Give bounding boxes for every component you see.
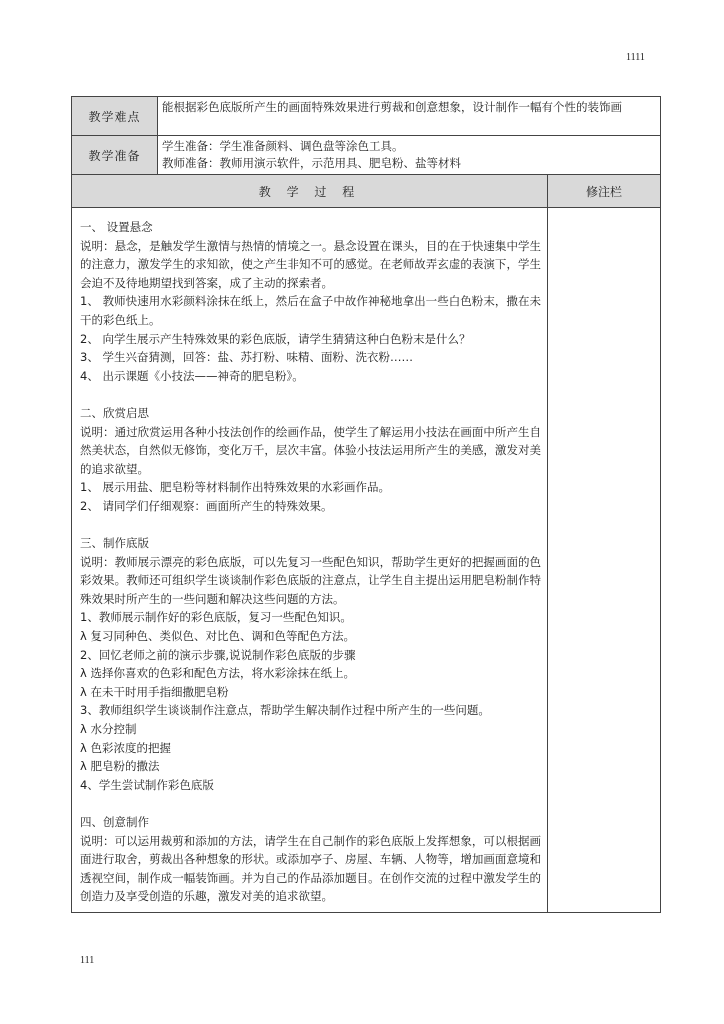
section-text: 说明：悬念，是触发学生激情与热情的情境之一。悬念设置在课头，目的在于快速集中学生的注意力，激发学生的求知欲，使之产生非知不可的感觉。在老师故弄玄虚的表演下，学生会迫不及待地期望找到答案，成了主动的探索者。: [80, 238, 541, 290]
section-text: 3、 学生兴奋猜测，回答：盐、苏打粉、味精、面粉、洗衣粉……: [80, 350, 413, 365]
preparation-line: 教师准备：教师用演示软件，示范用具、肥皂粉、盐等材料: [162, 156, 461, 170]
section-heading: 二、欣赏启思: [80, 405, 149, 420]
section-text: 说明：可以运用裁剪和添加的方法，请学生在自己制作的彩色底版上发挥想象，可以根据画面进行取舍，剪裁出各种想象的形状。或添加亭子、房屋、车辆、人物等，增加画面意境和透视空间，制作成一幅装饰画。并为自己的作品添加题目。在创作交流的过程中激发学生的创造力及享受创造的乐趣，激发对美的追求欲望。: [80, 833, 541, 904]
page-number-bottom: 111: [80, 955, 95, 966]
process-body-row: [72, 208, 661, 913]
difficulty-text: 能根据彩色底版所产生的画面特殊效果进行剪裁和创意想象，设计制作一幅有个性的装饰画: [158, 97, 661, 136]
section-text: 2、回忆老师之前的演示步骤,说说制作彩色底版的步骤: [80, 647, 356, 662]
preparation-text: [158, 136, 661, 175]
preparation-line: 学生准备：学生准备颜料、调色盘等涂色工具。: [162, 139, 404, 153]
section-text: 1、教师展示制作好的彩色底版，复习一些配色知识。: [80, 610, 352, 625]
section-text: 1、 展示用盐、肥皂粉等材料制作出特殊效果的水彩画作品。: [80, 480, 390, 495]
preparation-label: 教学准备: [72, 136, 158, 175]
section-text: λ 肥皂粉的撒法: [80, 759, 160, 774]
section-text: 4、学生尝试制作彩色底版: [80, 777, 214, 792]
process-content: [72, 208, 548, 913]
section-text: λ 水分控制: [80, 722, 137, 737]
section-text: λ 在未干时用手指细撒肥皂粉: [80, 684, 229, 699]
section-heading: 一、 设置悬念: [80, 220, 153, 234]
section-1: [80, 218, 541, 385]
section-heading: 三、制作底版: [80, 536, 149, 551]
section-text: 2、 向学生展示产生特殊效果的彩色底版，请学生猜猜这种白色粉末是什么？: [80, 331, 471, 346]
section-text: 4、 出示课题《小技法——神奇的肥皂粉》。: [80, 368, 304, 383]
lesson-plan-table: [71, 96, 661, 913]
section-text: 2、 请同学们仔细观察：画面所产生的特殊效果。: [80, 498, 333, 513]
section-3: [80, 534, 541, 794]
section-text: 说明：通过欣赏运用各种小技法创作的绘画作品，使学生了解运用小技法在画面中所产生自然美状态，自然似无修饰，变化万千，层次丰富。体验小技法运用所产生的美感，激发对美的追求欲望。: [80, 424, 541, 476]
section-4: [80, 813, 541, 906]
preparation-row: [72, 136, 661, 175]
section-heading: 四、创意制作: [80, 815, 149, 829]
page-number-top: 1111: [626, 52, 645, 63]
section-text: λ 色彩浓度的把握: [80, 740, 171, 755]
section-text: 说明：教师展示漂亮的彩色底版，可以先复习一些配色知识，帮助学生更好的把握画面的色彩效果。教师还可组织学生谈谈制作彩色底版的注意点，让学生自主提出运用肥皂粉制作特殊效果时所产生的一些问题和解决这些问题的方法。: [80, 554, 541, 606]
notes-header: 修注栏: [548, 175, 661, 208]
section-2: [80, 404, 541, 516]
section-text: 3、教师组织学生谈谈制作注意点，帮助学生解决制作过程中所产生的一些问题。: [80, 703, 490, 718]
process-header-row: [72, 175, 661, 208]
section-text: λ 选择你喜欢的色彩和配色方法，将水彩涂抹在纸上。: [80, 666, 355, 681]
section-text: 1、 教师快速用水彩颜料涂抹在纸上，然后在盒子中故作神秘地拿出一些白色粉末，撒在未干的彩色纸上。: [80, 294, 541, 327]
notes-column: [548, 208, 661, 913]
difficulty-row: [72, 97, 661, 136]
difficulty-label: 教学难点: [72, 97, 158, 136]
process-header: 教 学 过 程: [72, 175, 548, 208]
section-text: λ 复习同种色、类似色、对比色、调和色等配色方法。: [80, 629, 355, 644]
